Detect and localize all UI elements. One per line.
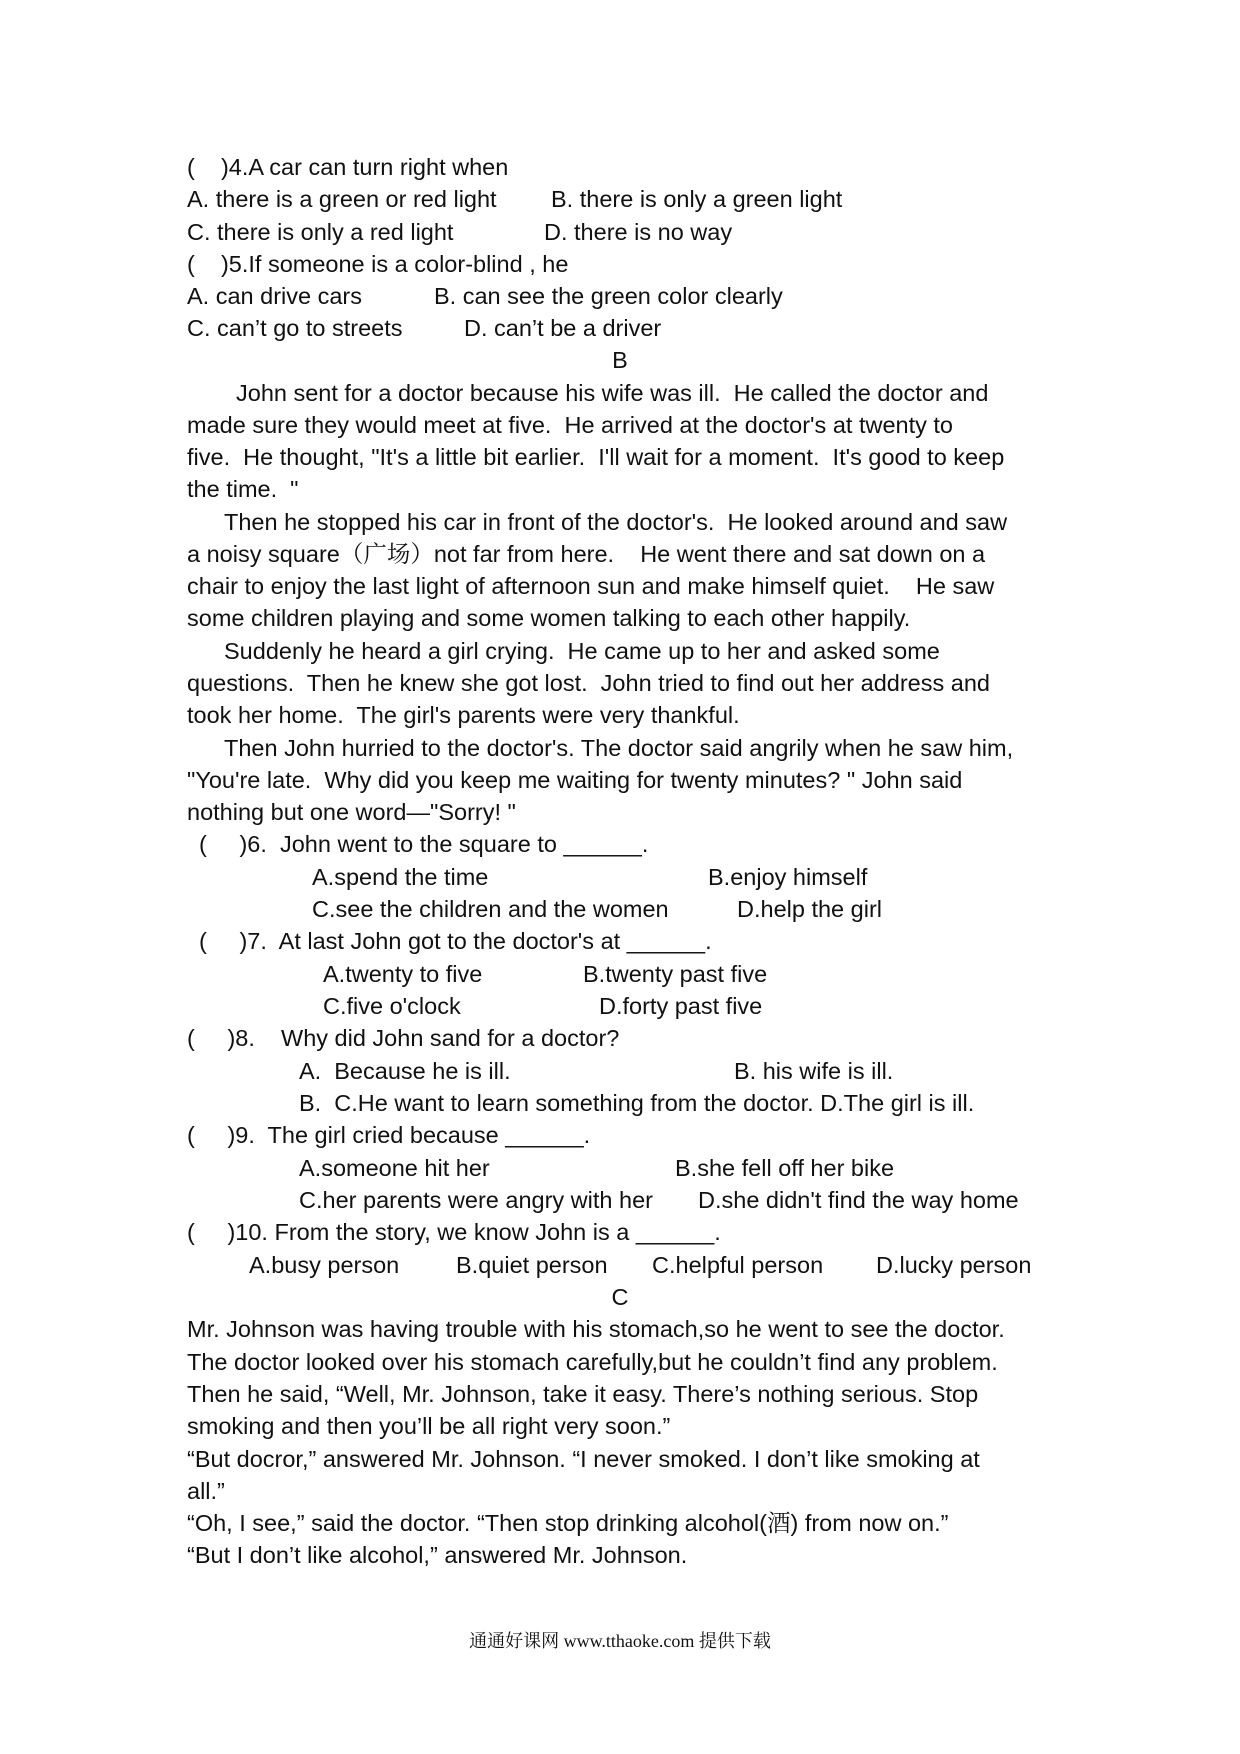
q5-option-a: A. can drive cars [187,283,363,309]
q7-stem: ( )7. At last John got to the doctor's at ______. [199,928,712,954]
passage-line: Suddenly he heard a girl crying. He came up to her and asked some [224,638,940,664]
q9-option-b: B.she fell off her bike [675,1155,895,1181]
passage-line: Then he said, “Well, Mr. Johnson, take it easy. There’s nothing serious. Stop [187,1381,979,1407]
q10-option-d: D.lucky person [876,1252,1032,1278]
q8-option-b: B. his wife is ill. [734,1058,894,1084]
q9-option-c: C.her parents were angry with her [299,1187,653,1213]
passage-line: the time. " [187,476,299,502]
passage-line: “Oh, I see,” said the doctor. “Then stop drinking alcohol(酒) from now on.” [187,1510,949,1536]
passage-line: Then John hurried to the doctor's. The doctor said angrily when he saw him, [224,735,1014,761]
q6-option-b: B.enjoy himself [708,864,868,890]
passage-line: “But docror,” answered Mr. Johnson. “I never smoked. I don’t like smoking at [187,1446,980,1472]
q8-stem: ( )8. Why did John sand for a doctor? [187,1025,620,1051]
q5-option-b: B. can see the green color clearly [434,283,783,309]
q7-option-d: D.forty past five [599,993,763,1019]
passage-line: questions. Then he knew she got lost. John tried to find out her address and [187,670,990,696]
q5-option-c: C. can’t go to streets [187,315,403,341]
q4-option-b: B. there is only a green light [551,186,843,212]
passage-line: took her home. The girl's parents were very thankful. [187,702,740,728]
q4-option-a: A. there is a green or red light [187,186,497,212]
q7-option-c: C.five o'clock [323,993,461,1019]
q10-option-b: B.quiet person [456,1252,608,1278]
passage-line: some children playing and some women talking to each other happily. [187,605,911,631]
q4-option-d: D. there is no way [544,219,733,245]
q9-stem: ( )9. The girl cried because ______. [187,1122,591,1148]
q6-option-a: A.spend the time [312,864,489,890]
passage-line: made sure they would meet at five. He arrived at the doctor's at twenty to [187,412,953,438]
passage-line: Mr. Johnson was having trouble with his stomach,so he went to see the doctor. [187,1316,1005,1342]
q8-option-a: A. Because he is ill. [299,1058,511,1084]
q9-option-a: A.someone hit her [299,1155,490,1181]
passage-line: Then he stopped his car in front of the doctor's. He looked around and saw [224,509,1008,535]
passage-line: all.” [187,1478,225,1504]
section-b-heading: B [612,347,628,373]
q8-option-c: B. C.He want to learn something from the doctor. D.The girl is ill. [299,1090,975,1116]
passage-line: John sent for a doctor because his wife was ill. He called the doctor and [236,380,989,406]
q6-stem: ( )6. John went to the square to ______. [199,831,649,857]
q5-option-d: D. can’t be a driver [464,315,662,341]
q9-option-d: D.she didn't find the way home [698,1187,1019,1213]
q10-option-a: A.busy person [249,1252,400,1278]
passage-line: "You're late. Why did you keep me waiting for twenty minutes? " John said [187,767,963,793]
passage-line: chair to enjoy the last light of afternoon sun and make himself quiet. He saw [187,573,995,599]
section-c-heading: C [611,1284,629,1310]
page-footer: 通通好课网 www.tthaoke.com 提供下载 [469,1631,771,1651]
passage-line: smoking and then you’ll be all right very soon.” [187,1413,671,1439]
q6-option-d: D.help the girl [737,896,882,922]
passage-line: a noisy square（广场）not far from here. He went there and sat down on a [187,541,986,567]
q4-option-c: C. there is only a red light [187,219,454,245]
q10-stem: ( )10. From the story, we know John is a ______. [187,1219,721,1245]
passage-line: The doctor looked over his stomach carefully,but he couldn’t find any problem. [187,1349,998,1375]
passage-line: “But I don’t like alcohol,” answered Mr. Johnson. [187,1542,688,1568]
q7-option-b: B.twenty past five [583,961,768,987]
q6-option-c: C.see the children and the women [312,896,669,922]
q4-stem: ( )4.A car can turn right when [187,154,509,180]
q5-stem: ( )5.If someone is a color-blind , he [187,251,569,277]
passage-line: nothing but one word—"Sorry! " [187,799,516,825]
passage-line: five. He thought, "It's a little bit earlier. I'll wait for a moment. It's good to keep [187,444,1005,470]
q7-option-a: A.twenty to five [323,961,483,987]
q10-option-c: C.helpful person [652,1252,824,1278]
